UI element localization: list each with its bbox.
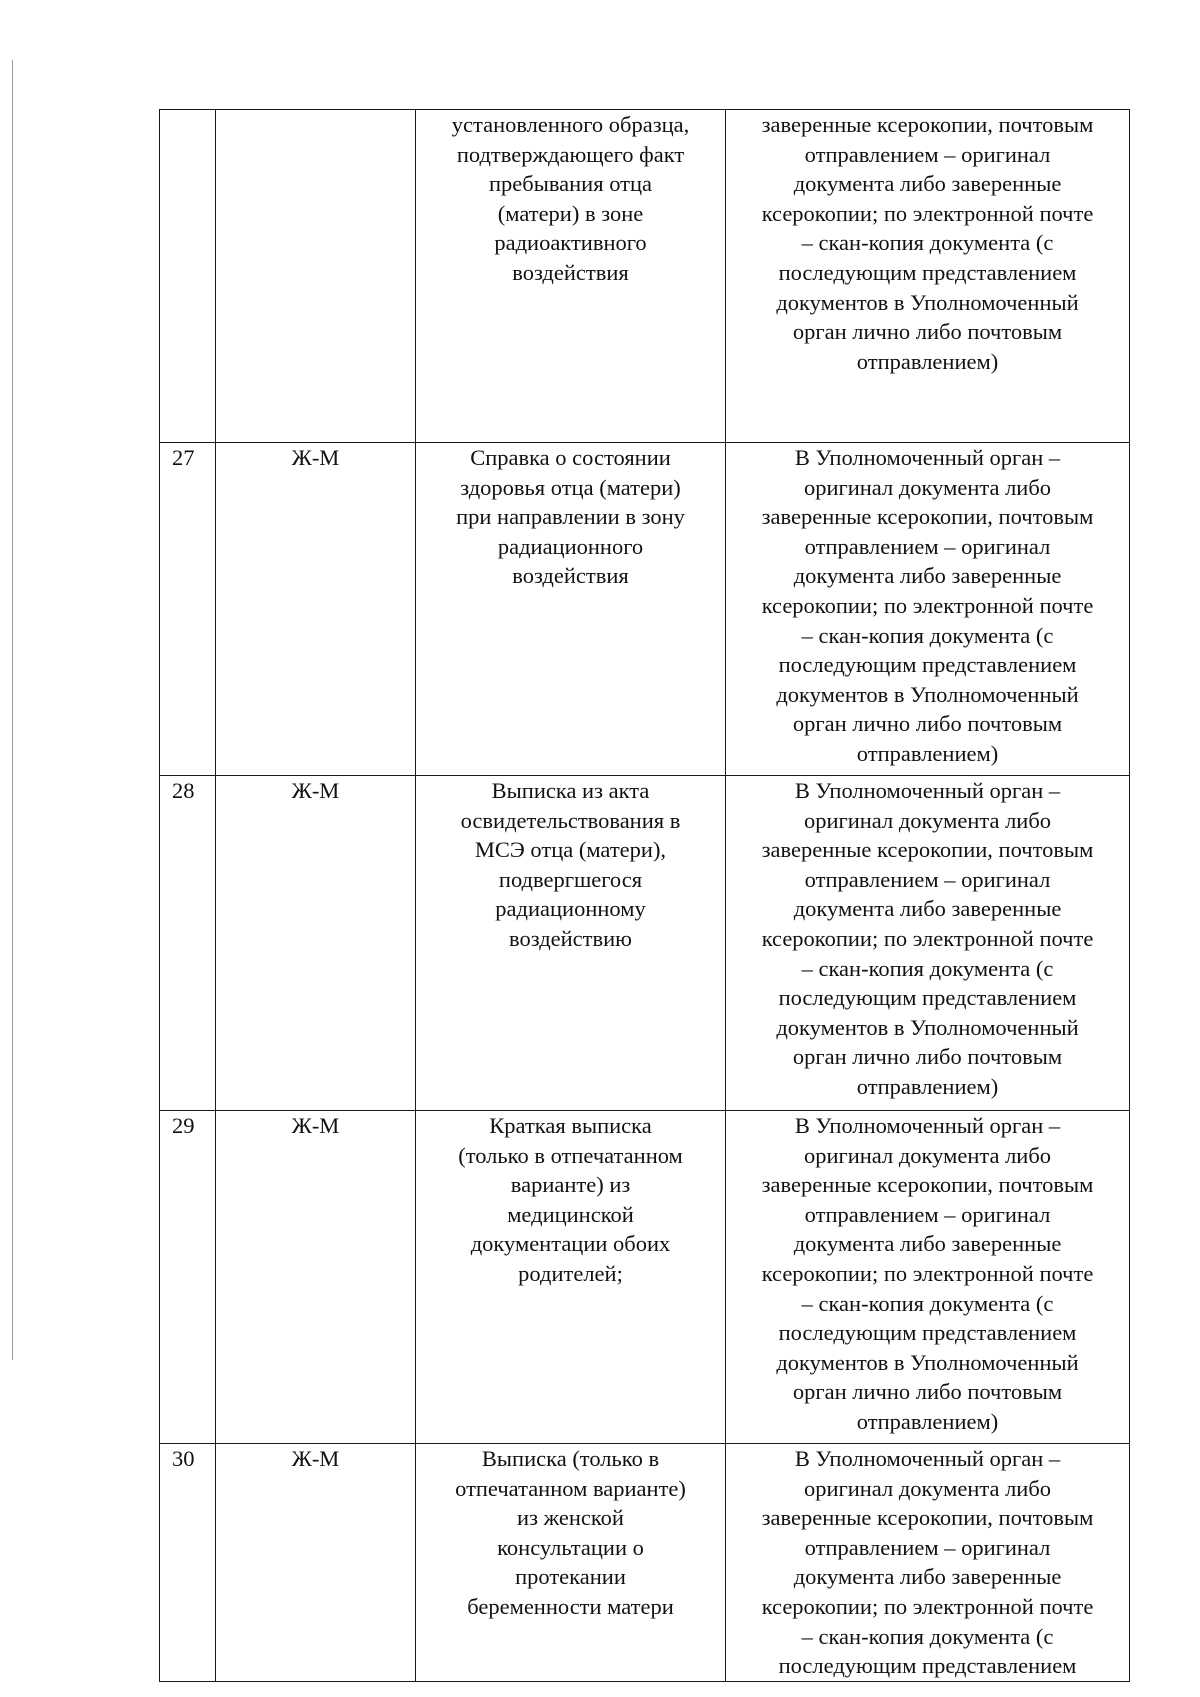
table-row — [160, 776, 1130, 1111]
scan-margin-line — [12, 60, 13, 1360]
row-number-cell: 30 — [160, 1444, 216, 1682]
category-cell: Ж-М — [216, 776, 416, 1111]
document-name-cell: Выписка (только в отпечатанном варианте) из женской консультации о протекании беременности матери — [416, 1444, 726, 1682]
row-number-cell — [160, 110, 216, 443]
submission-method-cell: заверенные ксерокопии, почтовым отправлением – оригинал документа либо заверенные ксерокопии; по электронной почте – скан-копия документа (с последующим представлением документов в Уполномоченный орган лично либо почтовым отправлением) — [726, 110, 1130, 443]
document-name-cell: Краткая выписка (только в отпечатанном варианте) из медицинской документации обоих родителей; — [416, 1111, 726, 1444]
table-row — [160, 1111, 1130, 1444]
document-name-cell: установленного образца, подтверждающего факт пребывания отца (матери) в зоне радиоактивного воздействия — [416, 110, 726, 443]
submission-method-cell: В Уполномоченный орган – оригинал документа либо заверенные ксерокопии, почтовым отправлением – оригинал документа либо заверенные ксерокопии; по электронной почте – скан-копия документа (с последующим представлением документов в Уполномоченный орган лично либо почтовым отправлением) — [726, 1111, 1130, 1444]
category-cell: Ж-М — [216, 1111, 416, 1444]
category-cell — [216, 110, 416, 443]
row-number-cell: 29 — [160, 1111, 216, 1444]
submission-method-cell: В Уполномоченный орган – оригинал документа либо заверенные ксерокопии, почтовым отправлением – оригинал документа либо заверенные ксерокопии; по электронной почте – скан-копия документа (с последующим представлением документов в Уполномоченный орган лично либо почтовым отправлением) — [726, 443, 1130, 776]
document-name-cell: Справка о состоянии здоровья отца (матери) при направлении в зону радиационного воздействия — [416, 443, 726, 776]
row-number-cell: 28 — [160, 776, 216, 1111]
table-row — [160, 110, 1130, 443]
documents-table — [159, 109, 1130, 1682]
submission-method-cell: В Уполномоченный орган – оригинал документа либо заверенные ксерокопии, почтовым отправлением – оригинал документа либо заверенные ксерокопии; по электронной почте – скан-копия документа (с последующим представлением документов в Уполномоченный орган лично либо почтовым отправлением) — [726, 776, 1130, 1111]
submission-method-cell: В Уполномоченный орган – оригинал документа либо заверенные ксерокопии, почтовым отправлением – оригинал документа либо заверенные ксерокопии; по электронной почте – скан-копия документа (с последующим представлением — [726, 1444, 1130, 1682]
category-cell: Ж-М — [216, 1444, 416, 1682]
table-row — [160, 1444, 1130, 1682]
row-number-cell: 27 — [160, 443, 216, 776]
table-row — [160, 443, 1130, 776]
document-name-cell: Выписка из акта освидетельствования в МСЭ отца (матери), подвергшегося радиационному воздействию — [416, 776, 726, 1111]
category-cell: Ж-М — [216, 443, 416, 776]
